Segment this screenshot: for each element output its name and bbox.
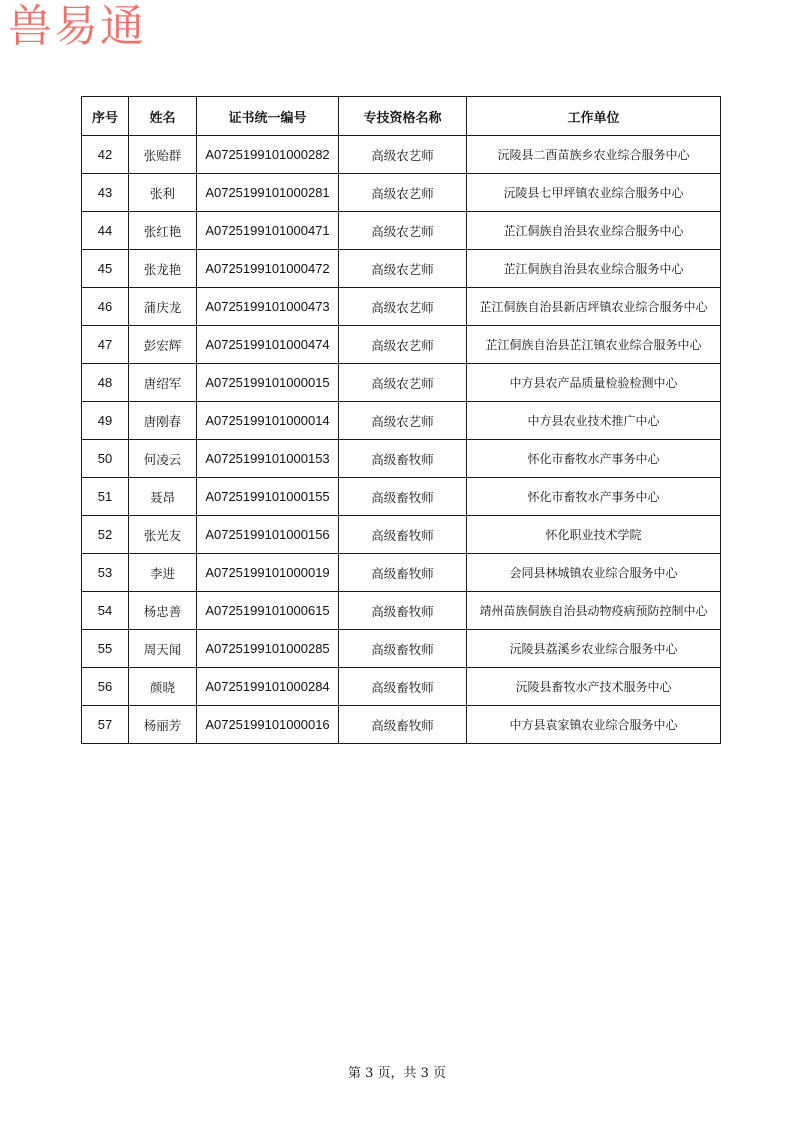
cell-no: 49 xyxy=(82,402,129,440)
cell-qualification: 高级农艺师 xyxy=(339,288,467,326)
cell-name: 唐刚春 xyxy=(129,402,197,440)
cell-work-unit: 中方县农业技术推广中心 xyxy=(467,402,721,440)
cell-no: 53 xyxy=(82,554,129,592)
cell-work-unit: 靖州苗族侗族自治县动物疫病预防控制中心 xyxy=(467,592,721,630)
cell-work-unit: 怀化市畜牧水产事务中心 xyxy=(467,478,721,516)
cell-work-unit: 怀化市畜牧水产事务中心 xyxy=(467,440,721,478)
cell-certificate-code: A0725199101000473 xyxy=(197,288,339,326)
personnel-table xyxy=(81,96,721,744)
cell-no: 55 xyxy=(82,630,129,668)
cell-certificate-code: A0725199101000471 xyxy=(197,212,339,250)
table-row xyxy=(82,516,721,554)
cell-work-unit: 中方县农产品质量检验检测中心 xyxy=(467,364,721,402)
cell-certificate-code: A0725199101000153 xyxy=(197,440,339,478)
cell-certificate-code: A0725199101000155 xyxy=(197,478,339,516)
cell-work-unit: 中方县袁家镇农业综合服务中心 xyxy=(467,706,721,744)
table-row xyxy=(82,592,721,630)
cell-no: 51 xyxy=(82,478,129,516)
cell-qualification: 高级农艺师 xyxy=(339,402,467,440)
cell-work-unit: 沅陵县二酉苗族乡农业综合服务中心 xyxy=(467,136,721,174)
cell-work-unit: 沅陵县七甲坪镇农业综合服务中心 xyxy=(467,174,721,212)
cell-certificate-code: A0725199101000615 xyxy=(197,592,339,630)
cell-certificate-code: A0725199101000015 xyxy=(197,364,339,402)
cell-no: 47 xyxy=(82,326,129,364)
cell-work-unit: 会同县林城镇农业综合服务中心 xyxy=(467,554,721,592)
cell-work-unit: 沅陵县畜牧水产技术服务中心 xyxy=(467,668,721,706)
cell-no: 46 xyxy=(82,288,129,326)
cell-qualification: 高级畜牧师 xyxy=(339,554,467,592)
cell-name: 周天闻 xyxy=(129,630,197,668)
table-row xyxy=(82,706,721,744)
table-row xyxy=(82,250,721,288)
cell-name: 唐绍军 xyxy=(129,364,197,402)
table-row xyxy=(82,478,721,516)
cell-name: 杨忠善 xyxy=(129,592,197,630)
cell-work-unit: 芷江侗族自治县农业综合服务中心 xyxy=(467,212,721,250)
header-work-unit: 工作单位 xyxy=(467,97,721,136)
cell-qualification: 高级农艺师 xyxy=(339,174,467,212)
personnel-table-container xyxy=(81,96,720,744)
cell-no: 57 xyxy=(82,706,129,744)
cell-qualification: 高级农艺师 xyxy=(339,212,467,250)
cell-no: 56 xyxy=(82,668,129,706)
cell-name: 张龙艳 xyxy=(129,250,197,288)
cell-certificate-code: A0725199101000156 xyxy=(197,516,339,554)
table-row xyxy=(82,440,721,478)
cell-name: 颜晓 xyxy=(129,668,197,706)
cell-name: 张贻群 xyxy=(129,136,197,174)
cell-certificate-code: A0725199101000472 xyxy=(197,250,339,288)
cell-no: 52 xyxy=(82,516,129,554)
cell-work-unit: 怀化职业技术学院 xyxy=(467,516,721,554)
table-row xyxy=(82,554,721,592)
cell-no: 45 xyxy=(82,250,129,288)
table-header-row xyxy=(82,97,721,136)
cell-qualification: 高级畜牧师 xyxy=(339,478,467,516)
cell-qualification: 高级农艺师 xyxy=(339,250,467,288)
cell-qualification: 高级农艺师 xyxy=(339,326,467,364)
table-row xyxy=(82,668,721,706)
cell-qualification: 高级农艺师 xyxy=(339,136,467,174)
cell-qualification: 高级畜牧师 xyxy=(339,440,467,478)
cell-name: 何凌云 xyxy=(129,440,197,478)
header-qualification: 专技资格名称 xyxy=(339,97,467,136)
table-row xyxy=(82,212,721,250)
cell-name: 彭宏辉 xyxy=(129,326,197,364)
cell-name: 张光友 xyxy=(129,516,197,554)
cell-name: 张红艳 xyxy=(129,212,197,250)
cell-certificate-code: A0725199101000016 xyxy=(197,706,339,744)
cell-qualification: 高级畜牧师 xyxy=(339,668,467,706)
table-row xyxy=(82,402,721,440)
cell-work-unit: 沅陵县荔溪乡农业综合服务中心 xyxy=(467,630,721,668)
cell-certificate-code: A0725199101000474 xyxy=(197,326,339,364)
header-certificate-code: 证书统一编号 xyxy=(197,97,339,136)
cell-no: 48 xyxy=(82,364,129,402)
watermark-logo: 兽易通 xyxy=(8,1,146,52)
cell-certificate-code: A0725199101000285 xyxy=(197,630,339,668)
cell-certificate-code: A0725199101000019 xyxy=(197,554,339,592)
cell-qualification: 高级畜牧师 xyxy=(339,516,467,554)
header-name: 姓名 xyxy=(129,97,197,136)
cell-name: 杨丽芳 xyxy=(129,706,197,744)
page-footer: 第 3 页，共 3 页 xyxy=(347,1066,447,1081)
table-row xyxy=(82,326,721,364)
table-row xyxy=(82,288,721,326)
cell-no: 54 xyxy=(82,592,129,630)
cell-no: 43 xyxy=(82,174,129,212)
table-body xyxy=(82,136,721,744)
cell-name: 聂昂 xyxy=(129,478,197,516)
table-row xyxy=(82,364,721,402)
cell-qualification: 高级畜牧师 xyxy=(339,592,467,630)
cell-no: 42 xyxy=(82,136,129,174)
cell-name: 蒲庆龙 xyxy=(129,288,197,326)
cell-certificate-code: A0725199101000281 xyxy=(197,174,339,212)
table-row xyxy=(82,136,721,174)
cell-name: 李进 xyxy=(129,554,197,592)
cell-qualification: 高级畜牧师 xyxy=(339,630,467,668)
header-no: 序号 xyxy=(82,97,129,136)
cell-no: 44 xyxy=(82,212,129,250)
cell-certificate-code: A0725199101000014 xyxy=(197,402,339,440)
cell-certificate-code: A0725199101000282 xyxy=(197,136,339,174)
cell-no: 50 xyxy=(82,440,129,478)
table-row xyxy=(82,630,721,668)
cell-qualification: 高级畜牧师 xyxy=(339,706,467,744)
cell-name: 张利 xyxy=(129,174,197,212)
cell-qualification: 高级农艺师 xyxy=(339,364,467,402)
table-row xyxy=(82,174,721,212)
cell-work-unit: 芷江侗族自治县农业综合服务中心 xyxy=(467,250,721,288)
cell-work-unit: 芷江侗族自治县芷江镇农业综合服务中心 xyxy=(467,326,721,364)
cell-work-unit: 芷江侗族自治县新店坪镇农业综合服务中心 xyxy=(467,288,721,326)
cell-certificate-code: A0725199101000284 xyxy=(197,668,339,706)
